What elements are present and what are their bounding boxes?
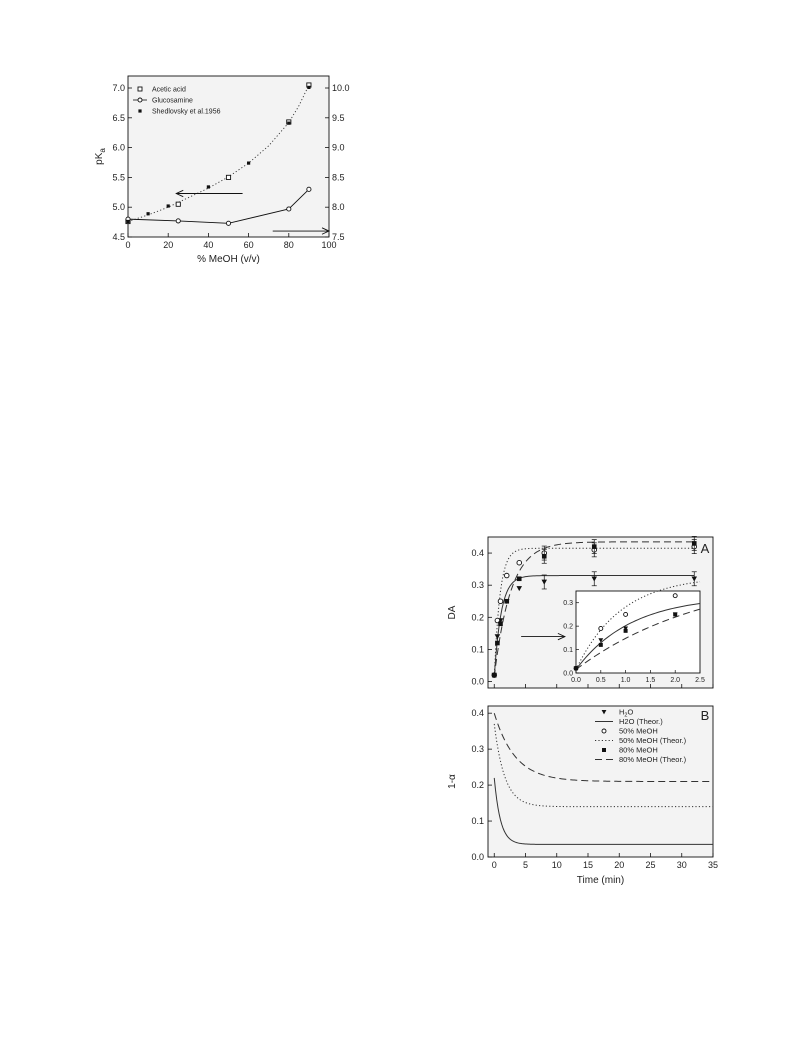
x-axis-label: % MeOH (v/v): [197, 254, 260, 265]
y-axis-label: DA: [447, 605, 458, 620]
data-point: [176, 219, 180, 223]
x-tick-label: 100: [321, 240, 337, 250]
data-point: [207, 185, 210, 188]
inset-x-tick-label: 1.0: [620, 677, 631, 684]
x-tick-label: 35: [707, 860, 719, 870]
inset-y-tick-label: 0.3: [563, 600, 573, 608]
data-point: [176, 202, 180, 206]
y-left-tick-label: 5.5: [112, 172, 125, 183]
x-tick-label: 15: [582, 860, 594, 870]
y-left-tick-label: 7.0: [112, 83, 125, 93]
inset-data-point: [624, 612, 628, 616]
x-axis-label: Time (min): [576, 875, 625, 886]
y-tick-label: 0.0: [471, 676, 484, 687]
x-tick-label: 40: [203, 240, 214, 250]
legend-label: 50% MeOH (Theor.): [619, 736, 687, 746]
legend-marker: [602, 729, 606, 733]
x-tick-label: 30: [676, 860, 687, 870]
data-point: [287, 207, 291, 211]
x-tick-label: 20: [614, 860, 625, 870]
data-point: [504, 573, 509, 578]
legend-label: Shedlovsky et al.1956: [152, 108, 221, 116]
legend-label: 80% MeOH (Theor.): [619, 755, 687, 765]
y-right-tick-label: 7.5: [332, 232, 345, 242]
y-tick-label: 0.2: [471, 780, 484, 791]
data-point: [307, 86, 310, 89]
legend-label: $H_2O$: [619, 707, 634, 719]
inset-y-tick-label: 0.2: [563, 623, 573, 631]
y-axis-label-group: [94, 148, 107, 165]
inset-data-point: [673, 612, 677, 616]
x-tick-label: 80: [283, 240, 294, 250]
inset-data-point: [624, 629, 628, 633]
y-tick-label: 0.1: [471, 644, 484, 655]
panel-label-b: B: [700, 708, 710, 723]
y-left-tick-label: 5.0: [112, 202, 125, 213]
data-point: [495, 641, 500, 646]
y-right-tick-label: 10.0: [332, 83, 350, 93]
plot-area: [488, 706, 713, 857]
inset-x-tick-label: 2.0: [670, 677, 681, 684]
y-left-tick-label: 6.5: [112, 112, 125, 123]
x-tick-label: 0: [125, 240, 131, 250]
x-tick-label: 60: [243, 240, 254, 250]
data-point: [126, 220, 129, 223]
data-point: [692, 541, 697, 546]
legend-label: Acetic acid: [152, 86, 186, 94]
inset-x-tick-label: 1.5: [645, 677, 656, 684]
inset-data-point: [574, 666, 578, 670]
inset-y-tick-label: 0.0: [563, 670, 573, 678]
inset-x-tick-label: 2.5: [695, 677, 705, 684]
inset-data-point: [599, 643, 603, 647]
x-tick-label: 10: [551, 860, 562, 870]
y-right-tick-label: 9.5: [332, 112, 345, 123]
data-point: [498, 599, 503, 604]
legend-label: H2O (Theor.): [619, 717, 663, 727]
data-point: [247, 161, 250, 164]
legend-label: Glucosamine: [152, 97, 193, 105]
data-point: [492, 673, 497, 678]
inset-data-point: [673, 594, 677, 598]
y-tick-label: 0.4: [471, 548, 484, 559]
y-tick-label: 0.2: [471, 612, 484, 623]
y-tick-label: 0.0: [471, 852, 484, 862]
data-point: [167, 204, 170, 207]
legend-marker: [138, 98, 142, 102]
inset-x-tick-label: 0.0: [571, 677, 581, 684]
data-point: [498, 621, 503, 626]
data-point: [226, 175, 230, 179]
data-point: [504, 599, 509, 604]
x-tick-label: 0: [491, 860, 497, 870]
x-tick-label: 20: [163, 240, 174, 250]
y-right-tick-label: 8.0: [332, 202, 345, 213]
data-point: [226, 221, 230, 225]
data-point: [517, 560, 522, 565]
y-right-tick-label: 9.0: [332, 142, 345, 153]
panel-label-a: A: [700, 541, 710, 556]
data-point: [542, 554, 547, 559]
data-point: [287, 122, 290, 125]
legend-label: 50% MeOH: [619, 726, 658, 736]
y-left-tick-label: 4.5: [112, 232, 125, 242]
y-axis-label: 1-α: [447, 774, 458, 789]
data-point: [592, 544, 597, 549]
y-tick-label: 0.4: [471, 708, 484, 719]
y-axis-label: $pK_a$: [94, 148, 107, 165]
data-point: [307, 187, 311, 191]
x-tick-label: 25: [645, 860, 656, 870]
legend-marker: [138, 109, 141, 112]
legend-marker: [138, 87, 142, 91]
y-tick-label: 0.3: [471, 744, 484, 755]
y-left-tick-label: 6.0: [112, 142, 125, 153]
legend-marker: [602, 748, 606, 752]
inset-data-point: [599, 626, 603, 630]
x-tick-label: 5: [522, 860, 529, 870]
y-tick-label: 0.3: [471, 580, 484, 591]
legend-label: 80% MeOH: [619, 745, 658, 755]
y-right-tick-label: 8.5: [332, 172, 345, 183]
inset-y-tick-label: 0.1: [563, 647, 573, 655]
y-tick-label: 0.1: [471, 816, 484, 827]
data-point: [147, 212, 150, 215]
data-point: [517, 576, 522, 581]
inset-x-tick-label: 0.5: [595, 677, 606, 684]
